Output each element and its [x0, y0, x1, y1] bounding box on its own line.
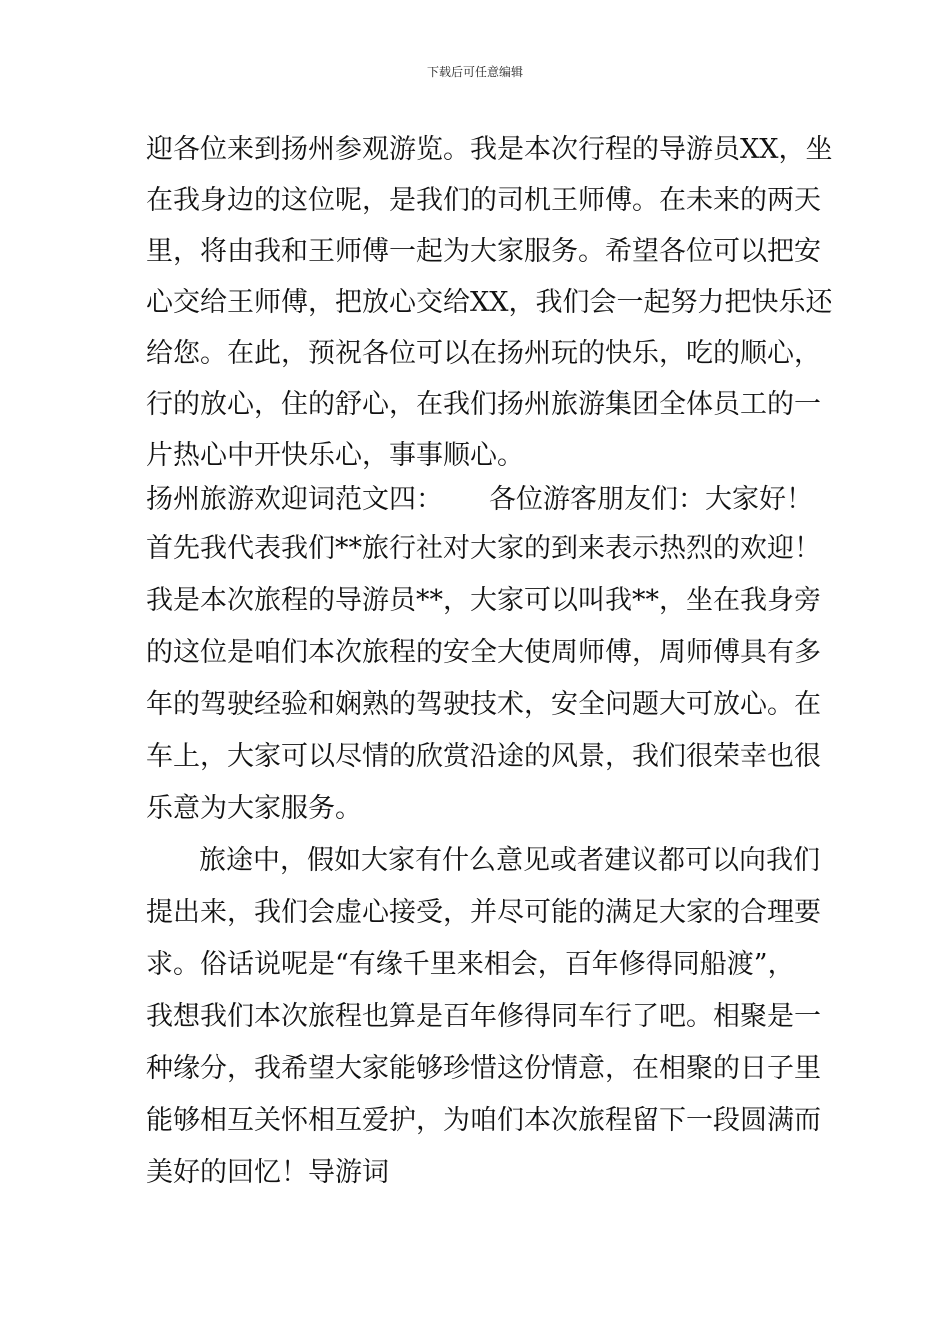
paragraph-first-line: 旅途中，假如大家有什么意见或者建议都可以向我们 — [199, 845, 820, 876]
text-line: 里，将由我和王师傅一起为大家服务。希望各位可以把安 — [146, 236, 821, 267]
text-line: 首先我代表我们**旅行社对大家的到来表示热烈的欢迎！ — [146, 533, 821, 564]
text-line: 车上，大家可以尽情的欣赏沿途的风景，我们很荣幸也很 — [146, 741, 821, 772]
text-line: 我想我们本次旅程也算是百年修得同车行了吧。相聚是一 — [146, 1001, 821, 1032]
text-line: 心交给王师傅，把放心交给XX，我们会一起努力把快乐还 — [146, 287, 833, 318]
text-line: 迎各位来到扬州参观游览。我是本次行程的导游员XX，坐 — [146, 134, 833, 165]
greeting-text: 各位游客朋友们：大家好！ — [489, 484, 813, 515]
text-line: 求。俗话说呢是“有缘千里来相会，百年修得同船渡”， — [146, 949, 795, 980]
greeting-line — [489, 476, 813, 524]
text-line: 种缘分，我希望大家能够珍惜这份情意，在相聚的日子里 — [146, 1053, 821, 1084]
text-line: 给您。在此，预祝各位可以在扬州玩的快乐，吃的顺心， — [146, 338, 821, 369]
text-line: 能够相互关怀相互爱护，为咱们本次旅程留下一段圆满而 — [146, 1105, 821, 1136]
text-line: 片热心中开快乐心，事事顺心。 — [146, 440, 524, 471]
page-header: 下载后可任意编辑 — [426, 65, 523, 79]
text-line: 行的放心，住的舒心，在我们扬州旅游集团全体员工的一 — [146, 389, 821, 420]
text-line: 美好的回忆！导游词 — [146, 1157, 389, 1188]
text-line: 的这位是咱们本次旅程的安全大使周师傅，周师傅具有多 — [146, 637, 821, 668]
text-line: 乐意为大家服务。 — [146, 793, 362, 824]
text-line: 提出来，我们会虚心接受，并尽可能的满足大家的合理要 — [146, 897, 821, 928]
section-heading: 扬州旅游欢迎词范文四： — [146, 484, 443, 515]
text-line: 年的驾驶经验和娴熟的驾驶技术，安全问题大可放心。在 — [146, 689, 821, 720]
text-line: 我是本次旅程的导游员**，大家可以叫我**，坐在我身旁 — [146, 585, 821, 616]
section-heading-line — [146, 476, 443, 524]
text-line: 在我身边的这位呢，是我们的司机王师傅。在未来的两天 — [146, 185, 821, 216]
